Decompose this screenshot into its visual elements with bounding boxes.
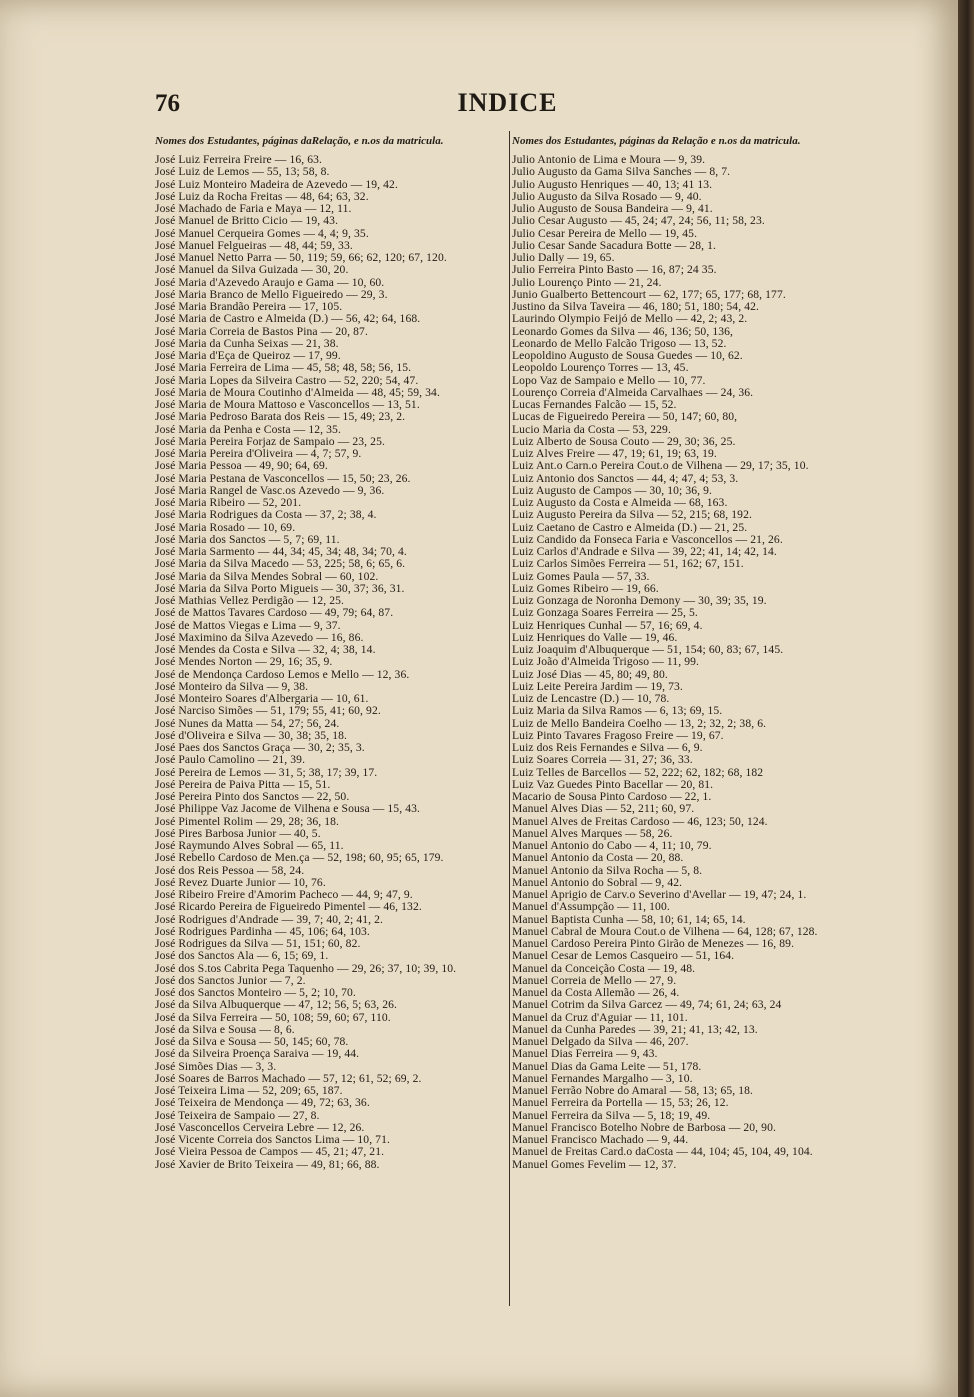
index-entry: Luiz Maria da Silva Ramos — 6, 13; 69, 15. <box>512 705 723 718</box>
index-entry: Manuel Antonio do Cabo — 4, 11; 10, 79. <box>512 840 712 852</box>
index-entry: Manuel Cabral de Moura Cout.o de Vilhena — 64, 128; 67, 128. <box>512 925 818 938</box>
index-entry: Luiz de Lencastre (D.) — 10, 78. <box>512 693 670 705</box>
index-entry: José Maria Rodrigues da Costa — 37, 2; 38, 4. <box>155 509 377 522</box>
index-entry: Luiz Augusto de Campos — 30, 10; 36, 9. <box>512 484 713 497</box>
index-entry: Julio Antonio de Lima e Moura — 9, 39. <box>512 154 706 166</box>
index-entry: José Manuel Felgueiras — 48, 44; 59, 33. <box>155 239 353 252</box>
index-entry: José Revez Duarte Junior — 10, 76. <box>155 876 326 889</box>
index-entry: Luiz Henriques Cunhal — 57, 16; 69, 4. <box>512 619 703 632</box>
index-entry: José dos Reis Pessoa — 58, 24. <box>155 864 305 877</box>
index-entry: José Pereira Pinto dos Sanctos — 22, 50. <box>155 791 350 803</box>
index-entry: Junio Gualberto Bettencourt — 62, 177; 65, 177; 68, 177. <box>512 288 786 301</box>
index-entry: Luiz Vaz Guedes Pinto Bacellar — 20, 81. <box>512 778 714 791</box>
index-entry: José Rodrigues d'Andrade — 39, 7; 40, 2; 41, 2. <box>155 913 384 926</box>
index-entry: Lucio Maria da Costa — 53, 229. <box>512 423 671 436</box>
index-entry: José Maria da Silva Mendes Sobral — 60, 102. <box>155 570 379 583</box>
index-entry: José Nunes da Matta — 54, 27; 56, 24. <box>155 717 340 730</box>
index-entry: Luiz Gonzaga de Noronha Demony — 30, 39; 35, 19. <box>512 595 767 607</box>
index-entry: José Manuel Cerqueira Gomes — 4, 4; 9, 35. <box>155 227 369 240</box>
index-entry: Luiz Gomes Ribeiro — 19, 66. <box>512 582 659 595</box>
index-entry: José Maria de Moura Mattoso e Vasconcellos — 13, 51. <box>155 399 420 411</box>
index-entry: Julio Augusto da Silva Rosado — 9, 40. <box>512 190 702 203</box>
index-entry: José Monteiro Soares d'Albergaria — 10, 61. <box>155 693 369 705</box>
index-entry: Luiz Soares Correia — 31, 27; 36, 33. <box>512 754 693 767</box>
index-entry: José de Mattos Viegas e Lima — 9, 37. <box>155 619 341 632</box>
index-entry: Manuel da Costa Allemão — 26, 4. <box>512 987 680 999</box>
index-entry: Luiz Augusto Pereira da Silva — 52, 215; 68, 192. <box>512 509 752 522</box>
index-entry: José Philippe Vaz Jacome de Vilhena e Sousa — 15, 43. <box>155 803 420 816</box>
index-entry: José Maria de Moura Coutinho d'Almeida — 48, 45; 59, 34. <box>155 386 440 399</box>
index-entry: José da Silva Ferreira — 50, 108; 59, 60; 67, 110. <box>155 1011 391 1024</box>
index-entry: Manuel Delgado da Silva — 46, 207. <box>512 1036 689 1048</box>
index-entry: José Paulo Camolino — 21, 39. <box>155 754 306 767</box>
index-entry: José Maria da Silva Porto Migueis — 30, 37; 36, 31. <box>155 582 405 595</box>
index-entry: José Teixeira de Mendonça — 49, 72; 63, 36. <box>155 1097 370 1110</box>
page-title: INDICE <box>457 88 558 117</box>
index-entry: Manuel Cotrim da Silva Garcez — 49, 74; 61, 24; 63, 24 <box>512 999 782 1012</box>
index-entry: José Monteiro da Silva — 9, 38. <box>155 680 309 693</box>
page-header <box>155 88 860 122</box>
index-entry: José Manuel de Britto Cicio — 19, 43. <box>155 215 339 228</box>
index-entry: José Maximino da Silva Azevedo — 16, 86. <box>155 631 364 644</box>
index-entry: José de Mattos Tavares Cardoso — 49, 79; 64, 87. <box>155 607 394 620</box>
index-entry: Luiz Candido da Fonseca Faria e Vasconcellos — 21, 26. <box>512 533 783 546</box>
index-entry: José Paes dos Sanctos Graça — 30, 2; 35, 3. <box>155 742 365 754</box>
index-entry: Manuel Antonio do Sobral — 9, 42. <box>512 876 683 889</box>
index-entry: Manuel Alves Marques — 58, 26. <box>512 827 673 840</box>
index-entry: Manuel Alves Dias — 52, 211; 60, 97. <box>512 803 695 816</box>
index-entry: Leonardo Gomes da Silva — 46, 136; 50, 136, <box>512 325 734 338</box>
index-entry: Manuel Ferrão Nobre do Amaral — 58, 13; 65, 18. <box>512 1085 754 1097</box>
index-entry: Luiz João d'Almeida Trigoso — 11, 99. <box>512 656 699 669</box>
index-entry: Manuel Ferreira da Silva — 5, 18; 19, 49. <box>512 1109 711 1122</box>
index-entry: Manuel Dias da Gama Leite — 51, 178. <box>512 1060 702 1073</box>
index-entry: Luiz de Mello Bandeira Coelho — 13, 2; 32, 2; 38, 6. <box>512 717 767 730</box>
index-entry: Manuel Aprigio de Carv.o Severino d'Avellar — 19, 47; 24, 1. <box>512 889 807 901</box>
index-entry: Manuel Cardoso Pereira Pinto Girão de Menezes — 16, 89. <box>512 938 795 950</box>
index-entry: José Maria Rangel de Vasc.os Azevedo — 9, 36. <box>155 484 385 497</box>
index-entry: Luiz Carlos d'Andrade e Silva — 39, 22; 41, 14; 42, 14. <box>512 546 777 558</box>
index-entry: Luiz Augusto da Costa e Almeida — 68, 163. <box>512 497 728 509</box>
index-entry: Leonardo de Mello Falcão Trigoso — 13, 52. <box>512 337 727 350</box>
index-entry: José Maria Sarmento — 44, 34; 45, 34; 48, 34; 70, 4. <box>155 546 407 558</box>
index-entry: Luiz Ant.o Carn.o Pereira Cout.o de Vilhena — 29, 17; 35, 10. <box>512 460 809 473</box>
index-entry: José Maria d'Azevedo Araujo e Gama — 10, 60. <box>155 276 385 289</box>
index-entry: Manuel Antonio da Costa — 20, 88. <box>512 852 684 865</box>
index-entry: José Pimentel Rolim — 29, 28; 36, 18. <box>155 815 340 828</box>
index-entry: José Raymundo Alves Sobral — 65, 11. <box>155 840 344 852</box>
index-entry: Manuel Francisco Machado — 9, 44. <box>512 1134 689 1146</box>
index-entry: Luiz José Dias — 45, 80; 49, 80. <box>512 668 668 681</box>
column-divider <box>509 131 510 1306</box>
index-entry: José Xavier de Brito Teixeira — 49, 81; 66, 88. <box>155 1158 380 1171</box>
index-entry: José Mathias Vellez Perdigão — 12, 25. <box>155 595 345 607</box>
index-entry: Julio Dally — 19, 65. <box>512 252 615 264</box>
index-entry: José Maria Ferreira de Lima — 45, 58; 48, 58; 56, 15. <box>155 362 412 375</box>
index-entry: José Maria de Castro e Almeida (D.) — 56, 42; 64, 168. <box>155 313 421 326</box>
index-entry: Manuel da Cunha Paredes — 39, 21; 41, 13; 42, 13. <box>512 1023 758 1036</box>
index-entry: José Mendes da Costa e Silva — 32, 4; 38, 14. <box>155 644 376 656</box>
index-entry: José Luiz da Rocha Freitas — 48, 64; 63, 32. <box>155 190 369 203</box>
index-entry: José Maria da Silva Macedo — 53, 225; 58, 6; 65, 6. <box>155 558 406 571</box>
index-entry: Manuel Alves de Freitas Cardoso — 46, 123; 50, 124. <box>512 815 768 828</box>
index-entry: Julio Cesar Sande Sacadura Botte — 28, 1. <box>512 239 717 252</box>
index-entry: Lopo Vaz de Sampaio e Mello — 10, 77. <box>512 374 706 387</box>
index-entry: José Rodrigues Pardinha — 45, 106; 64, 103. <box>155 925 370 938</box>
index-entry: José Maria d'Eça de Queiroz — 17, 99. <box>155 350 341 362</box>
index-entry: Laurindo Olympio Feijó de Mello — 42, 2; 43, 2. <box>512 313 748 326</box>
index-entry: Leopoldo Lourenço Torres — 13, 45. <box>512 362 689 375</box>
index-entry: Luiz Caetano de Castro e Almeida (D.) — 21, 25. <box>512 521 748 534</box>
index-entry: José Maria da Cunha Seixas — 21, 38. <box>155 337 339 350</box>
index-entry: José Maria Pereira d'Oliveira — 4, 7; 57, 9. <box>155 448 362 460</box>
index-entry: Manuel Correia de Mello — 27, 9. <box>512 974 677 987</box>
index-entry: José Simões Dias — 3, 3. <box>155 1060 277 1073</box>
index-entry: José Maria Brandão Pereira — 17, 105. <box>155 301 343 313</box>
index-entry: José Manuel da Silva Guizada — 30, 20. <box>155 264 349 277</box>
index-entry: Manuel Baptista Cunha — 58, 10; 61, 14; 65, 14. <box>512 913 746 926</box>
index-entry: José Teixeira Lima — 52, 209; 65, 187. <box>155 1085 343 1097</box>
index-entry: José Maria Pedroso Barata dos Reis — 15, 49; 23, 2. <box>155 411 406 424</box>
index-entry: José da Silva e Sousa — 8, 6. <box>155 1023 295 1036</box>
index-entry: José Teixeira de Sampaio — 27, 8. <box>155 1109 320 1122</box>
index-entry: Julio Cesar Augusto — 45, 24; 47, 24; 56, 11; 58, 23. <box>512 215 765 228</box>
index-entry: Luiz Carlos Simões Ferreira — 51, 162; 67, 151. <box>512 558 744 571</box>
index-entry: José da Silveira Proença Saraiva — 19, 44. <box>155 1048 360 1061</box>
page-number: 76 <box>155 90 180 117</box>
index-entry: José Vasconcellos Cerveira Lebre — 12, 26. <box>155 1121 365 1134</box>
index-entry: Julio Augusto Henriques — 40, 13; 41 13. <box>512 178 713 191</box>
index-entry: José Maria dos Sanctos — 5, 7; 69, 11. <box>155 533 340 546</box>
index-entry: José Maria da Penha e Costa — 12, 35. <box>155 423 341 436</box>
index-entry: Luiz Joaquim d'Albuquerque — 51, 154; 60, 83; 67, 145. <box>512 644 784 656</box>
index-entry: José Maria Ribeiro — 52, 201. <box>155 497 302 509</box>
index-entry: José da Silva Albuquerque — 47, 12; 56, 5; 63, 26. <box>155 999 398 1012</box>
index-entry: José Maria Rosado — 10, 69. <box>155 521 296 534</box>
book-binding <box>958 0 974 1397</box>
index-entry: José Maria Lopes da Silveira Castro — 52, 220; 54, 47. <box>155 374 419 387</box>
index-entry: Leopoldino Augusto de Sousa Guedes — 10, 62. <box>512 350 743 362</box>
index-entry: José Luiz de Lemos — 55, 13; 58, 8. <box>155 166 330 179</box>
index-entry: José dos S.tos Cabrita Pega Taquenho — 29, 26; 37, 10; 39, 10. <box>155 962 457 975</box>
index-entry: Julio Ferreira Pinto Basto — 16, 87; 24 35. <box>512 264 717 277</box>
index-entry: Manuel d'Assumpção — 11, 100. <box>512 901 670 914</box>
index-entry: Luiz Alves Freire — 47, 19; 61, 19; 63, 19. <box>512 448 717 460</box>
index-entry: José de Mendonça Cardoso Lemos e Mello — 12, 36. <box>155 668 410 681</box>
index-entry: Luiz Gonzaga Soares Ferreira — 25, 5. <box>512 607 698 620</box>
index-entry: Manuel Gomes Fevelim — 12, 37. <box>512 1158 677 1171</box>
index-entry: Justino da Silva Taveira — 46, 180; 51, 180; 54, 42. <box>512 301 759 313</box>
index-entry: José dos Sanctos Ala — 6, 15; 69, 1. <box>155 950 329 963</box>
index-entry: José Maria Correia de Bastos Pina — 20, 87. <box>155 325 368 338</box>
index-entry: Julio Augusto de Sousa Bandeira — 9, 41. <box>512 203 713 215</box>
index-entry: José Luiz Ferreira Freire — 16, 63. <box>155 154 323 166</box>
index-entry: José Pereira de Lemos — 31, 5; 38, 17; 39, 17. <box>155 766 378 779</box>
column-heading: Nomes dos Estudantes, páginas daRelação, e n.os da matricula. <box>155 135 444 147</box>
index-entry: José Maria Pessoa — 49, 90; 64, 69. <box>155 460 328 473</box>
index-entry: José Narciso Simões — 51, 179; 55, 41; 60, 92. <box>155 705 381 718</box>
index-entry: José Maria Branco de Mello Figueiredo — 29, 3. <box>155 288 388 301</box>
index-entry: José Luiz Monteiro Madeira de Azevedo — 19, 42. <box>155 178 398 191</box>
index-entry: Luiz Telles de Barcellos — 52, 222; 62, 182; 68, 182 <box>512 766 764 779</box>
index-entry: José Soares de Barros Machado — 57, 12; 61, 52; 69, 2. <box>155 1072 422 1085</box>
index-entry: Julio Augusto da Gama Silva Sanches — 8, 7. <box>512 166 731 179</box>
index-entry: Luiz Gomes Paula — 57, 33. <box>512 570 650 583</box>
index-entry: José Ribeiro Freire d'Amorim Pacheco — 44, 9; 47, 9. <box>155 889 413 901</box>
column-heading: Nomes dos Estudantes, páginas da Relação e n.os da matricula. <box>512 135 801 147</box>
index-entry: Manuel Cesar de Lemos Casqueiro — 51, 164. <box>512 950 735 963</box>
index-entry: Julio Cesar Pereira de Mello — 19, 45. <box>512 227 698 240</box>
index-entry: Lucas Fernandes Falcão — 15, 52. <box>512 399 677 411</box>
index-entry: José d'Oliveira e Silva — 30, 38; 35, 18. <box>155 729 347 742</box>
entry-list <box>155 154 507 1171</box>
left-column <box>155 133 507 1171</box>
index-entry: Julio Lourenço Pinto — 21, 24. <box>512 276 662 289</box>
index-entry: Luiz dos Reis Fernandes e Silva — 6, 9. <box>512 742 703 754</box>
index-entry: José Maria Pestana de Vasconcellos — 15, 50; 23, 26. <box>155 472 411 485</box>
index-entry: Manuel Ferreira da Portella — 15, 53; 26, 12. <box>512 1097 729 1110</box>
right-column <box>512 133 862 1171</box>
index-entry: Luiz Antonio dos Sanctos — 44, 4; 47, 4; 53, 3. <box>512 472 739 485</box>
index-entry: José dos Sanctos Junior — 7, 2. <box>155 974 306 987</box>
index-entry: José da Silva e Sousa — 50, 145; 60, 78. <box>155 1036 349 1048</box>
index-entry: José Pereira de Paiva Pitta — 15, 51. <box>155 778 331 791</box>
index-entry: Manuel Francisco Botelho Nobre de Barbosa — 20, 90. <box>512 1121 776 1134</box>
index-entry: Lourenço Correia d'Almeida Carvalhaes — 24, 36. <box>512 386 754 399</box>
index-entry: Manuel da Cruz d'Aguiar — 11, 101. <box>512 1011 688 1024</box>
index-entry: Manuel Dias Ferreira — 9, 43. <box>512 1048 658 1061</box>
index-entry: José Manuel Netto Parra — 50, 119; 59, 66; 62, 120; 67, 120. <box>155 252 447 264</box>
index-entry: José dos Sanctos Monteiro — 5, 2; 10, 70. <box>155 987 356 999</box>
index-entry: José Vicente Correia dos Sanctos Lima — 10, 71. <box>155 1134 390 1146</box>
index-entry: José Mendes Norton — 29, 16; 35, 9. <box>155 656 333 669</box>
index-entry: Luiz Pinto Tavares Fragoso Freire — 19, 67. <box>512 729 724 742</box>
index-entry: Luiz Henriques do Valle — 19, 46. <box>512 631 678 644</box>
index-entry: José Rodrigues da Silva — 51, 151; 60, 82. <box>155 938 361 950</box>
entry-list <box>512 154 862 1171</box>
index-entry: Manuel de Freitas Card.o daCosta — 44, 104; 45, 104, 49, 104. <box>512 1146 813 1159</box>
index-entry: Lucas de Figueiredo Pereira — 50, 147; 60, 80, <box>512 411 738 424</box>
index-entry: José Vieira Pessoa de Campos — 45, 21; 47, 21. <box>155 1146 385 1159</box>
index-entry: Macario de Sousa Pinto Cardoso — 22, 1. <box>512 791 712 803</box>
index-entry: Manuel Antonio da Silva Rocha — 5, 8. <box>512 864 703 877</box>
index-entry: José Pires Barbosa Junior — 40, 5. <box>155 827 321 840</box>
index-entry: Manuel da Conceição Costa — 19, 48. <box>512 962 696 975</box>
index-entry: José Rebello Cardoso de Men.ça — 52, 198; 60, 95; 65, 179. <box>155 852 444 865</box>
index-entry: José Ricardo Pereira de Figueiredo Pimentel — 46, 132. <box>155 901 422 914</box>
index-entry: José Machado de Faria e Maya — 12, 11. <box>155 203 352 215</box>
index-entry: Luiz Leite Pereira Jardim — 19, 73. <box>512 680 683 693</box>
index-entry: Manuel Fernandes Margalho — 3, 10. <box>512 1072 693 1085</box>
index-entry: José Maria Pereira Forjaz de Sampaio — 23, 25. <box>155 435 385 448</box>
index-entry: Luiz Alberto de Sousa Couto — 29, 30; 36, 25. <box>512 435 736 448</box>
